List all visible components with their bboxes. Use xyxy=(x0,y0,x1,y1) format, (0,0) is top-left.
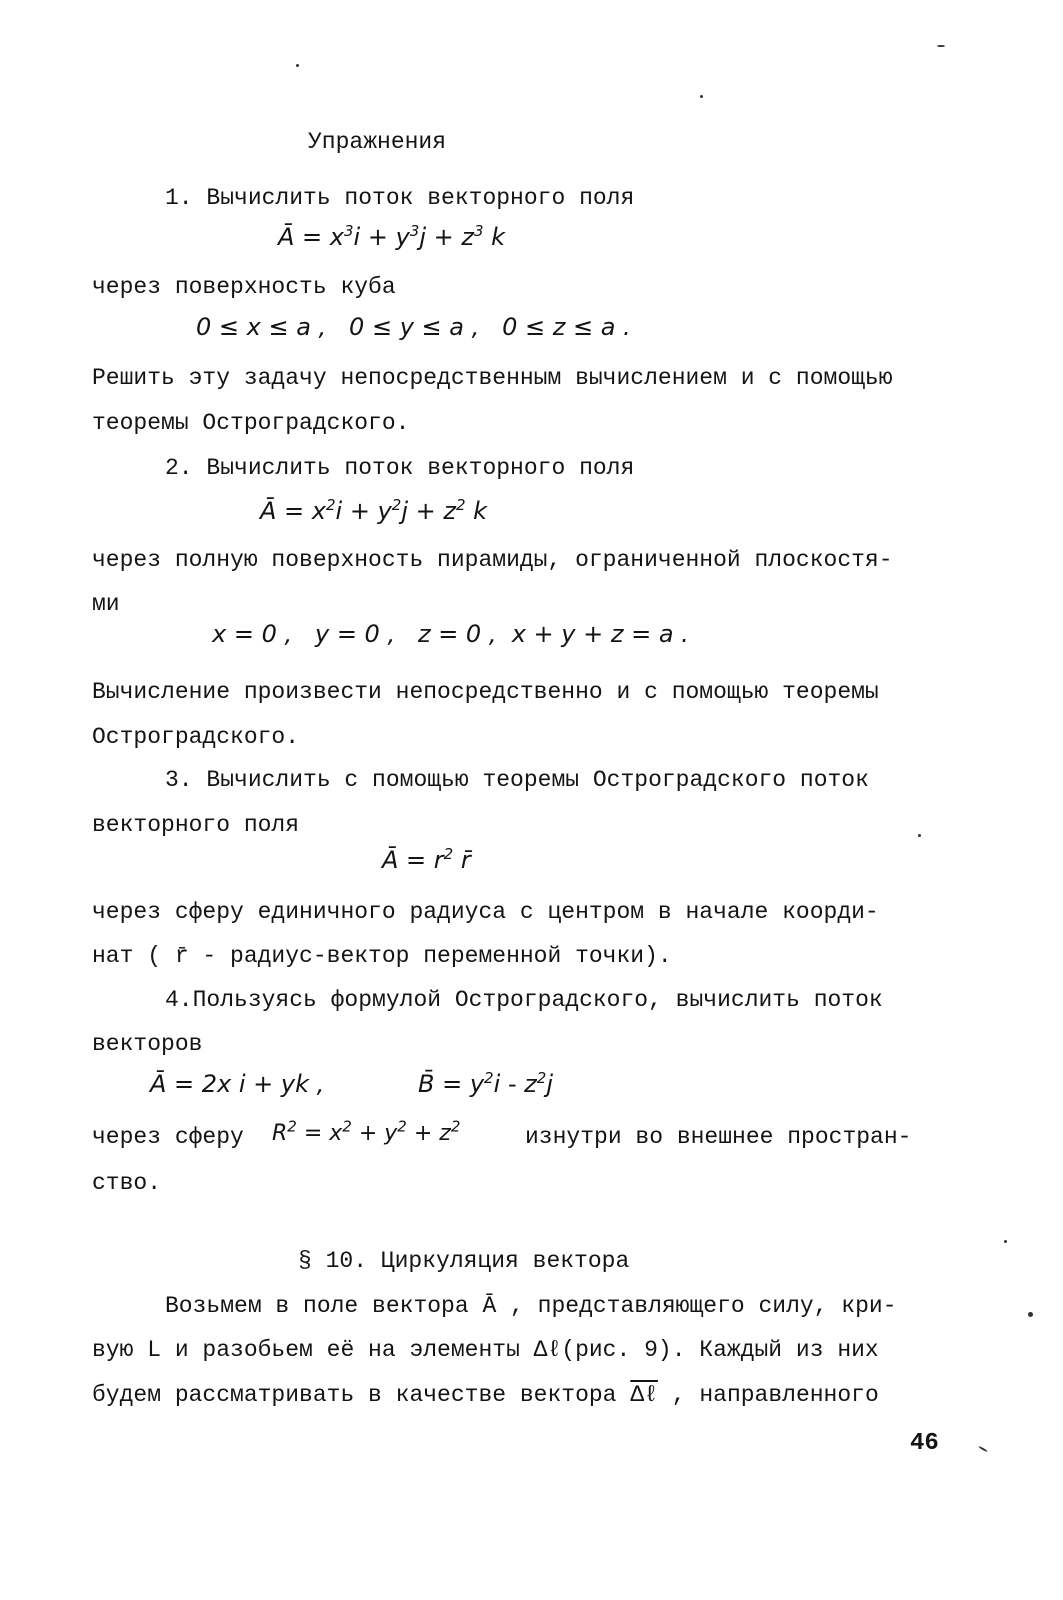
exercises-heading: Упражнения xyxy=(308,129,447,155)
scan-speck xyxy=(978,1446,988,1453)
exercise-4-formula-b: B̄ = $y^2i - z^2j$ xyxy=(418,1069,553,1098)
section-title: § 10. Циркуляция вектора xyxy=(298,1248,630,1274)
exercise-2-text-line-2: ми xyxy=(92,591,120,617)
exercise-1-intro: 1. Вычислить поток векторного поля xyxy=(165,185,635,211)
exercise-3-text-line-2: векторного поля xyxy=(92,812,300,838)
exercise-4-text-line-4: ство. xyxy=(92,1170,162,1196)
exercise-2-formula: Ā = $x^2i + y^2j + z^2$ k xyxy=(260,496,488,525)
exercise-3-text-line-1: 3. Вычислить с помощью теоремы Остроградского поток xyxy=(165,767,869,793)
exercise-1-surface: через поверхность куба xyxy=(92,274,396,300)
scan-speck xyxy=(1028,1312,1033,1317)
exercise-4-text-line-2: векторов xyxy=(92,1031,203,1057)
exercise-1-text-line-1: Решить эту задачу непосредственным вычислением и с помощью xyxy=(92,365,893,391)
exercise-2-planes: x = 0 , y = 0 , z = 0 , x + y + z = a . xyxy=(212,620,689,648)
exercise-3-text-line-4: нат ( r̄ - радиус-вектор переменной точки). xyxy=(92,943,672,969)
exercise-2-text-line-4: Остроградского. xyxy=(92,724,300,750)
scan-speck xyxy=(700,95,703,98)
scan-speck xyxy=(918,834,921,837)
exercise-3-text-line-3: через сферу единичного радиуса с центром в начале коорди- xyxy=(92,899,879,925)
exercise-4-text-line-3-end: изнутри во внешнее простран- xyxy=(525,1124,912,1150)
page-number: 46 xyxy=(910,1430,939,1457)
exercise-1-text-line-2: теоремы Остроградского. xyxy=(92,410,410,436)
exercise-1-bounds: 0 ≤ x ≤ a , 0 ≤ y ≤ a , 0 ≤ z ≤ a . xyxy=(196,313,631,341)
section-text-line-2: вую L и разобьем её на элементы Δℓ(рис. 9). Каждый из них xyxy=(92,1337,879,1363)
exercise-4-formula-a: Ā = 2x i + yk , xyxy=(150,1070,325,1098)
scan-speck xyxy=(296,64,299,67)
scan-speck xyxy=(1004,1240,1007,1243)
exercise-4-text-line-1: 4.Пользуясь формулой Остроградского, вычислить поток xyxy=(165,987,883,1013)
delta-l-vector: Δℓ xyxy=(630,1382,658,1408)
exercise-1-formula: Ā = $x^3i + y^3j + z^3$ k xyxy=(278,222,506,251)
exercise-2-text-line-3: Вычисление произвести непосредственно и с помощью теоремы xyxy=(92,679,879,705)
exercise-2-intro: 2. Вычислить поток векторного поля xyxy=(165,455,635,481)
exercise-4-sphere-equation: $R^2 = x^2 + y^2 + z^2$ xyxy=(272,1117,461,1146)
exercise-4-text-line-3-start: через сферу xyxy=(92,1124,244,1150)
exercise-2-text-line-1: через полную поверхность пирамиды, ограниченной плоскостя- xyxy=(92,547,893,573)
exercise-3-formula: Ā = $r^2$ r̄ xyxy=(382,845,471,874)
section-text-line-3: будем рассматривать в качестве вектора Δℓ , направленного xyxy=(92,1382,879,1408)
scan-speck xyxy=(937,45,945,47)
section-text-line-1: Возьмем в поле вектора Ā , представляющего силу, кри- xyxy=(165,1293,897,1319)
